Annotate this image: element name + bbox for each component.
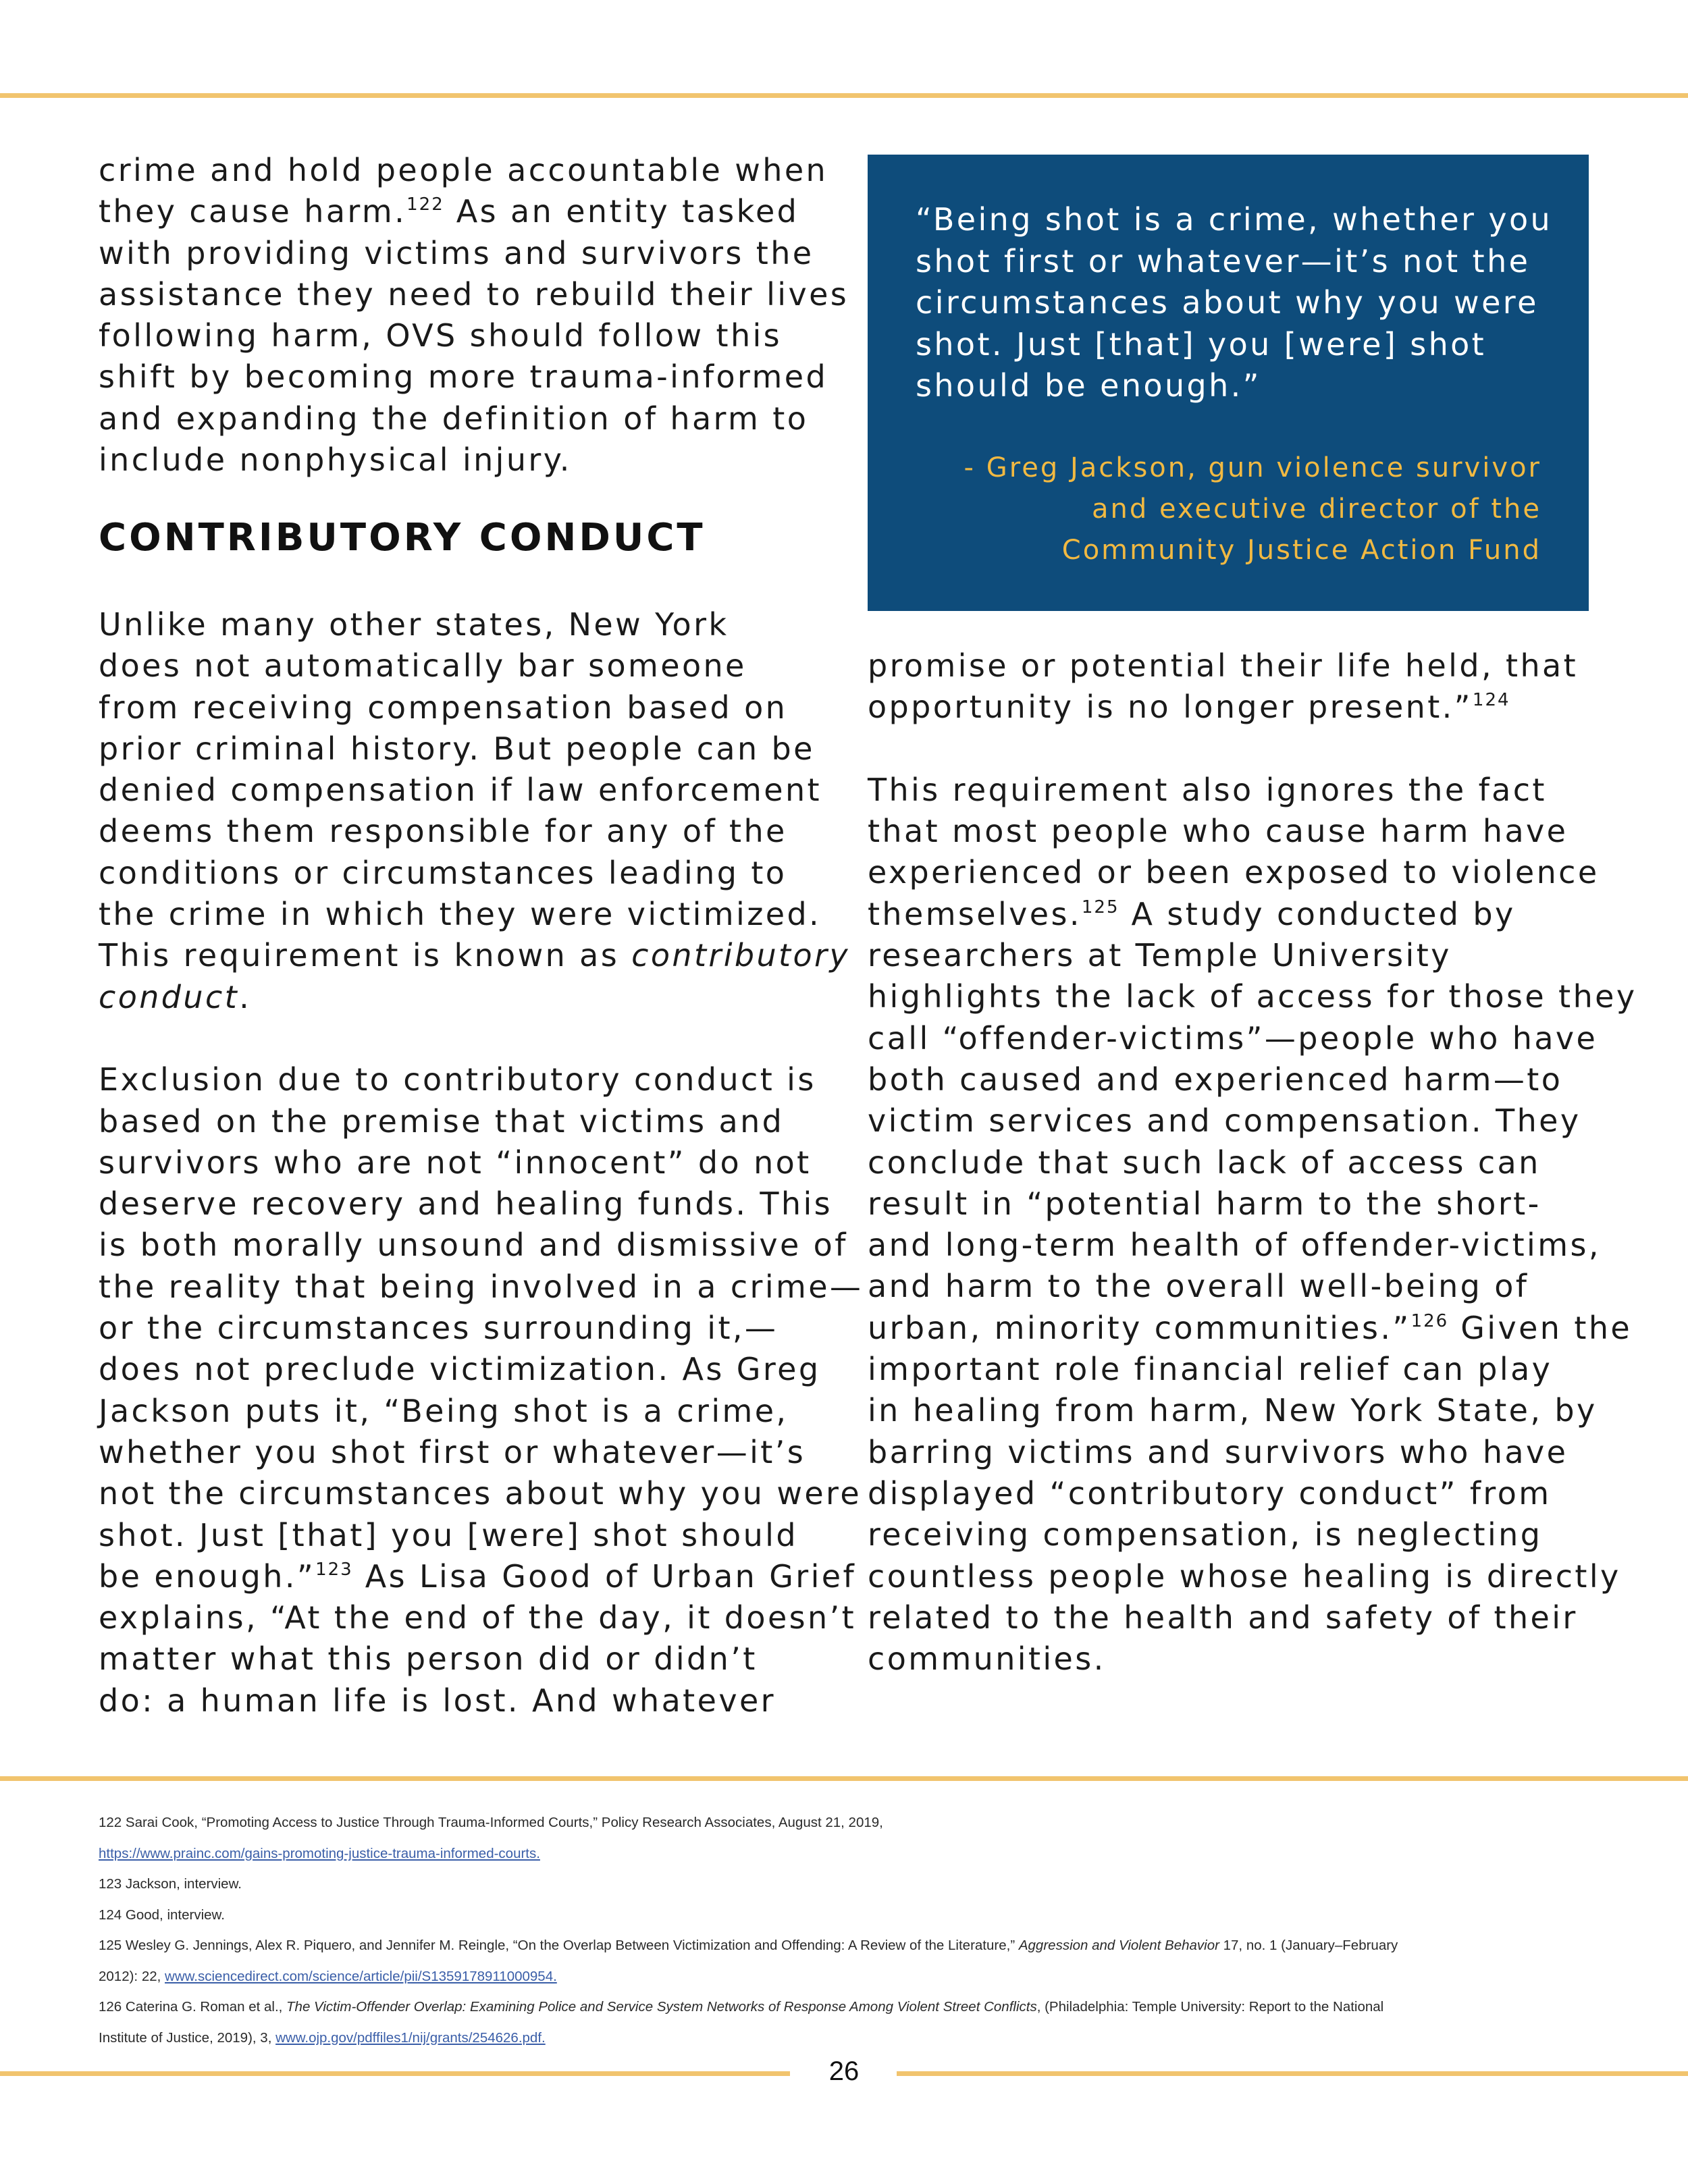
- body-paragraph: promise or potential their life held, that opportunity is no longer present.”$^{124}$: [868, 647, 1579, 726]
- left-column-intro: [99, 150, 849, 481]
- section-heading: CONTRIBUTORY CONDUCT: [99, 516, 706, 560]
- footnote-122-link[interactable]: https://www.prainc.com/gains-promoting-justice-trauma-informed-courts.: [99, 1845, 540, 1861]
- footnote-122: 122 Sarai Cook, “Promoting Access to Justice Through Trauma-Informed Courts,” Policy Research Associates, August 21, 2019,: [99, 1815, 883, 1830]
- pull-quote-attribution: - Greg Jackson, gun violence survivor and executive director of the Community Justice Action Fund: [964, 452, 1541, 566]
- page-number: 26: [828, 2056, 860, 2086]
- footnote-125: 125 Wesley G. Jennings, Alex R. Piquero, and Jennifer M. Reingle, “On the Overlap Between Victimization and Offending: A Review of the Literature,” Aggression and Violent Behavior 17, no. 1 (January–February: [99, 1938, 1398, 1953]
- bottom-divider-left: [0, 2071, 790, 2076]
- top-divider: [0, 93, 1688, 98]
- footnote-ref: 125: [1081, 897, 1119, 917]
- pull-quote-text: “Being shot is a crime, whether you shot first or whatever—it’s not the circumstances about why you were shot. Just [that] you [were] shot should be enough.”: [916, 201, 1553, 404]
- footnote-ref: 122: [406, 194, 444, 215]
- footnote-ref: 124: [1472, 690, 1510, 711]
- footnote-124: 124 Good, interview.: [99, 1907, 225, 1923]
- pull-quote-box: [868, 155, 1589, 611]
- footnote-123: 123 Jackson, interview.: [99, 1876, 242, 1892]
- body-paragraph: Unlike many other states, New York does not automatically bar someone from receiving compensation based on prior criminal history. But people can be denied compensation if law enforcement deems them responsible for any of the conditions or circumstances leading to the crime in which they were victimized. This requirement is known as contributory conduct.: [99, 606, 850, 1015]
- footnote-126-link[interactable]: www.ojp.gov/pdffiles1/nij/grants/254626.pdf.: [275, 2029, 546, 2046]
- footnote-125-link[interactable]: www.sciencedirect.com/science/article/pii/S1359178911000954.: [165, 1968, 557, 1984]
- report-title: The Victim-Offender Overlap: Examining Police and Service System Networks of Response Among Violent Street Conflicts: [286, 1999, 1037, 2015]
- body-paragraph: Exclusion due to contributory conduct is based on the premise that victims and survivors who are not “innocent” do not deserve recovery and healing funds. This is both morally unsound and dismissive of the reality that being involved in a crime— or the circumstances surrounding it,— does not preclude victimization. As Greg Jackson puts it, “Being shot is a crime, whether you shot first or whatever—it’s not the circumstances about why you were shot. Just [that] you [were] shot should be enough.”$^{123}$ As Lisa Good of Urban Grief explains, “At the end of the day, it doesn’t matter what this person did or didn’t do: a human life is lost. And whatever: [99, 1061, 864, 1719]
- footnote-126: 126 Caterina G. Roman et al., The Victim-Offender Overlap: Examining Police and Service System Networks of Response Among Violent Street Conflicts, (Philadelphia: Temple University: Report to the National: [99, 1999, 1384, 2015]
- italic-term: conduct: [99, 978, 240, 1015]
- footnote-ref: 123: [315, 1559, 353, 1580]
- left-column-body: [99, 604, 863, 1722]
- footnotes-divider: [0, 1776, 1688, 1781]
- journal-title: Aggression and Violent Behavior: [1018, 1938, 1219, 1953]
- body-paragraph: This requirement also ignores the fact that most people who cause harm have experienced or been exposed to violence themselves.$^{125}$ A study conducted by researchers at Temple University highlights the lack of access for those they call “offender-victims”—people who have both caused and experienced harm—to victim services and compensation. They conclude that such lack of access can result in “potential harm to the short- and long-term health of offender-victims, and harm to the overall well-being of urban, minority communities.”$^{126}$ Given the important role financial relief can play in healing from harm, New York State, by barring victims and survivors who have displayed “contributory conduct” from receiving compensation, is neglecting countless people whose healing is directly related to the health and safety of their communities.: [868, 771, 1637, 1678]
- body-paragraph: crime and hold people accountable when they cause harm.$^{122}$ As an entity tasked with providing victims and survivors the assistance they need to rebuild their lives following harm, OVS should follow this shift by becoming more trauma-informed and expanding the definition of harm to include nonphysical injury.: [99, 152, 849, 479]
- footnote-ref: 126: [1410, 1310, 1449, 1331]
- footnotes: 122 Sarai Cook, “Promoting Access to Justice Through Trauma-Informed Courts,” Policy Research Associates, August 21, 2019, https://www.prainc.com/gains-promoting-justice-trauma-informed-courts. 123 Jackson, interview. 124 Good, interview. 125 Wesley G. Jennings, Alex R. Piquero, and Jennifer M. Reingle, “On the Overlap Between Victimization and Offending: A Review of the Literature,” Aggression and Violent Behavior 17, no. 1 (January–February 2012): 22, www.sciencedirect.com/science/article/pii/S1359178911000954. 126 Caterina G. Roman et al., The Victim-Offender Overlap: Examining Police and Service System Networks of Response Among Violent Street Conflicts, (Philadelphia: Temple University: Report to the National Institute of Justice, 2019), 3, www.ojp.gov/pdffiles1/nij/grants/254626.pdf.: [99, 1807, 1604, 2053]
- italic-term: contributory: [631, 937, 850, 974]
- bottom-divider-right: [897, 2071, 1688, 2076]
- right-column-body: [868, 645, 1637, 1680]
